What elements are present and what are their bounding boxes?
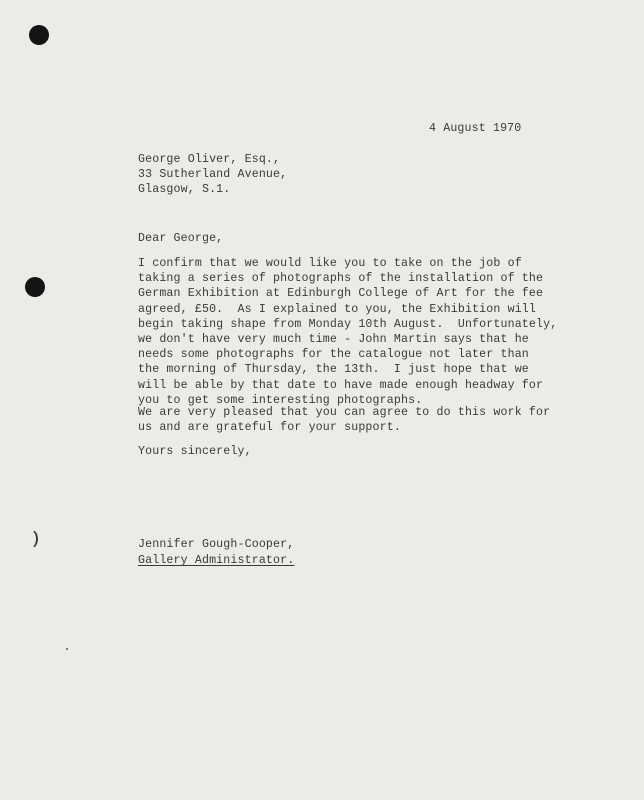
body-paragraph	[138, 405, 551, 435]
paragraph-line: we don't have very much time - John Martin says that he	[138, 333, 529, 347]
address-line: Glasgow, S.1.	[138, 183, 231, 196]
paragraph-line: needs some photographs for the catalogue not later than	[138, 348, 529, 362]
paragraph-line: begin taking shape from Monday 10th August. Unfortunately,	[138, 317, 558, 331]
paragraph-line: us and are grateful for your support.	[138, 421, 401, 435]
signatory-name: Jennifer Gough-Cooper,	[138, 538, 295, 551]
paragraph-line: taking a series of photographs of the installation of the	[138, 272, 544, 286]
punch-hole-bottom	[22, 529, 38, 549]
recipient-address	[138, 152, 287, 197]
signature-block	[138, 537, 294, 569]
paper-speck	[66, 648, 68, 650]
paragraph-line: agreed, £50. As I explained to you, the Exhibition will	[138, 302, 537, 316]
paragraph-line: the morning of Thursday, the 13th. I just hope that we	[138, 363, 529, 377]
paragraph-line: German Exhibition at Edinburgh College of Art for the fee	[138, 287, 544, 301]
paragraph-line: will be able by that date to have made enough headway for	[138, 378, 544, 392]
paragraph-line: you to get some interesting photographs.	[138, 393, 423, 407]
paragraph-line: I confirm that we would like you to take on the job of	[138, 257, 522, 270]
body-paragraph	[138, 256, 558, 408]
address-line: George Oliver, Esq.,	[138, 153, 281, 166]
punch-hole-middle	[25, 277, 45, 297]
punch-hole-top	[29, 25, 49, 45]
signatory-title: Gallery Administrator.	[138, 554, 295, 567]
closing: Yours sincerely,	[138, 445, 252, 458]
letter-date: 4 August 1970	[429, 122, 522, 135]
salutation: Dear George,	[138, 232, 224, 245]
address-line: 33 Sutherland Avenue,	[138, 168, 288, 181]
paragraph-line: We are very pleased that you can agree to do this work for	[138, 406, 551, 419]
